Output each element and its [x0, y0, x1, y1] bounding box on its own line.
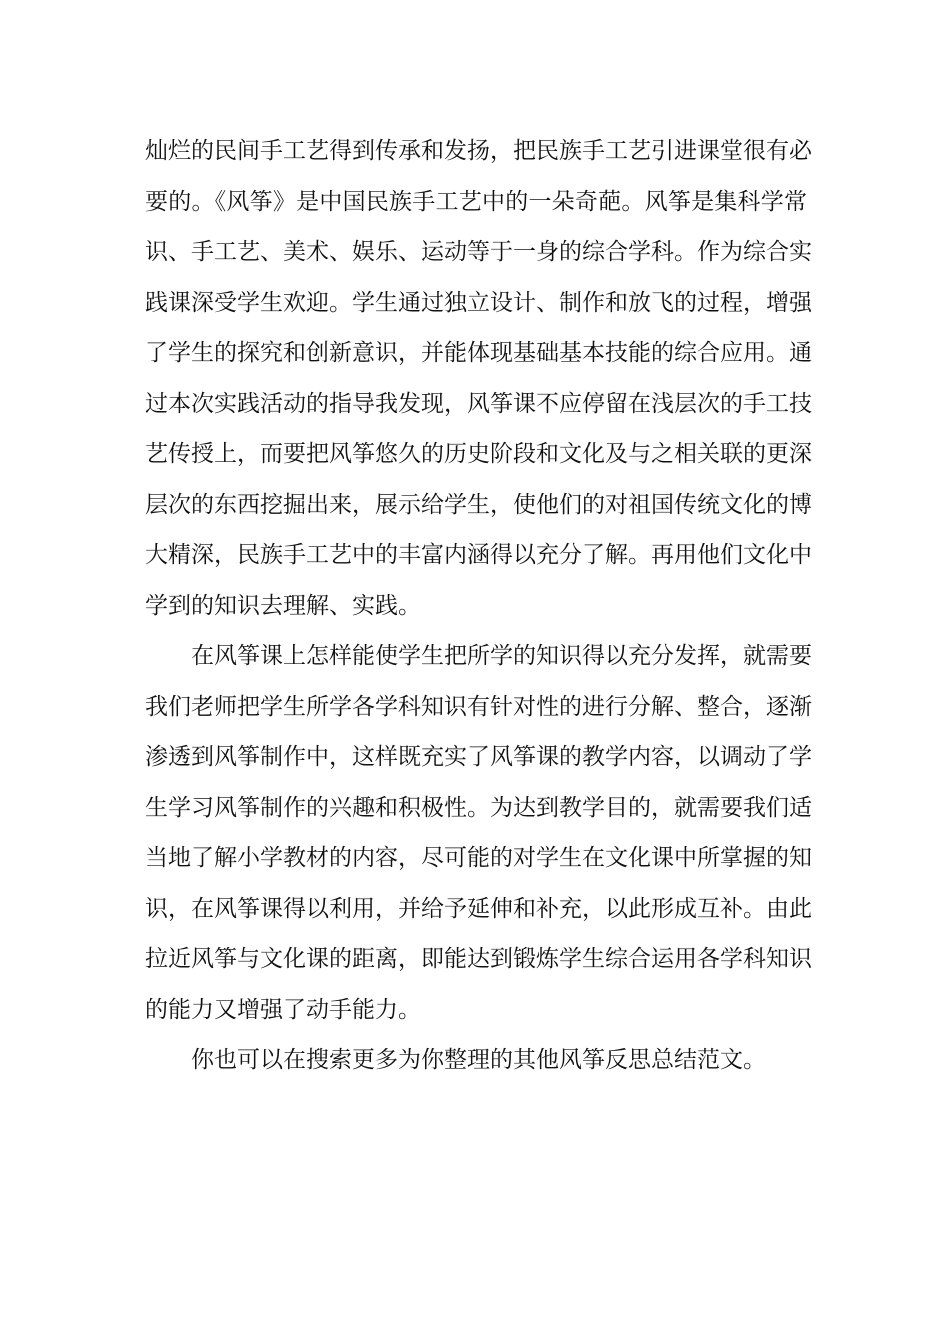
paragraph-line: 识，在风筝课得以利用，并给予延伸和补充，以此形成互补。由此 — [145, 895, 812, 922]
paragraph-line: 灿烂的民间手工艺得到传承和发扬，把民族手工艺引进课堂很有必 — [145, 138, 812, 164]
paragraph-line: 识、手工艺、美术、娱乐、运动等于一身的综合学科。作为综合实 — [145, 239, 812, 265]
paragraph-line: 我们老师把学生所学各学科知识有针对性的进行分解、整合，逐渐 — [145, 693, 812, 720]
paragraph-line: 层次的东西挖掘出来，展示给学生，使他们的对祖国传统文化的博 — [145, 491, 812, 518]
paragraph-line: 在风筝课上怎样能使学生把所学的知识得以充分发挥，就需要 — [191, 643, 812, 669]
paragraph-line: 生学习风筝制作的兴趣和积极性。为达到教学目的，就需要我们适 — [145, 794, 812, 821]
paragraph-line: 践课深受学生欢迎。学生通过独立设计、制作和放飞的过程，增强 — [145, 289, 812, 316]
paragraph-line: 你也可以在搜索更多为你整理的其他风筝反思总结范文。 — [191, 1047, 766, 1073]
paragraph-2 — [145, 631, 812, 1035]
document-body — [145, 126, 812, 1086]
paragraph-line: 要的。《风筝》是中国民族手工艺中的一朵奇葩。风筝是集科学常 — [145, 188, 807, 215]
paragraph-line: 过本次实践活动的指导我发现，风筝课不应停留在浅层次的手工技 — [145, 390, 812, 417]
paragraph-line: 大精深，民族手工艺中的丰富内涵得以充分了解。再用他们文化中 — [145, 542, 812, 568]
paragraph-line: 了学生的探究和创新意识，并能体现基础基本技能的综合应用。通 — [145, 340, 812, 366]
paragraph-line: 当地了解小学教材的内容，尽可能的对学生在文化课中所掌握的知 — [145, 845, 812, 871]
paragraph-line: 艺传授上，而要把风筝悠久的历史阶段和文化及与之相关联的更深 — [145, 441, 812, 467]
paragraph-1 — [145, 126, 812, 631]
paragraph-line: 学到的知识去理解、实践。 — [145, 592, 421, 619]
paragraph-3 — [145, 1035, 807, 1086]
paragraph-line: 渗透到风筝制作中，这样既充实了风筝课的教学内容，以调动了学 — [145, 744, 812, 770]
paragraph-line: 的能力又增强了动手能力。 — [145, 996, 421, 1023]
paragraph-line: 拉近风筝与文化课的距离，即能达到锻炼学生综合运用各学科知识 — [145, 946, 812, 972]
